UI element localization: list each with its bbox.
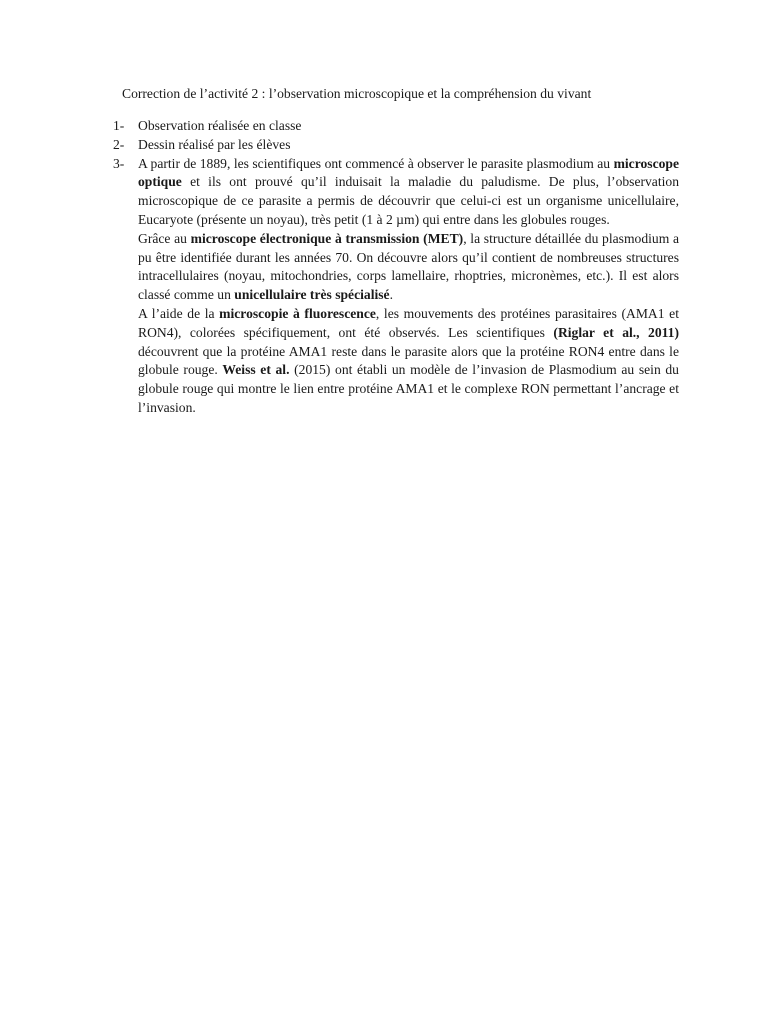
text-run: A l’aide de la <box>138 305 220 321</box>
item-number: 2- <box>113 136 125 152</box>
item-number: 1- <box>113 118 125 133</box>
text-run: , les mouvements des protéines parasitaires (AMA1 et RON4), colorées spécifiquement, ont été observés. Les scientifiques <box>138 305 679 340</box>
bold-term: microscope optique <box>138 155 679 190</box>
text-run: A partir de 1889, les scientifiques ont commencé à observer le parasite plasmodium au <box>138 155 614 171</box>
text-run: (2015) ont établi un modèle de l’invasion de Plasmodium au sein du globule rouge qui montre le lien entre protéine AMA1 et le complexe RON permettant l’ancrage et l’invasion. <box>138 362 679 415</box>
paragraph-optical-microscope <box>138 155 679 230</box>
text-run: , la structure détaillée du plasmodium a pu être identifiée durant les années 70. On découvre alors qu’il contient de nombreuses structures intracellulaires (noyau, mitochondries, corps lamellaire, rhoptries, micronèmes, etc.). Il est alors classé comme un <box>138 230 679 303</box>
text-run: et ils ont prouvé qu’il induisait la maladie du paludisme. De plus, l’observation microscopique de ce parasite a permis de découvrir que celui-ci est un organisme unicellulaire, Eucaryote (présente un noyau), très petit (1 à 2 µm) qui entre dans les globules rouges. <box>138 174 679 227</box>
text-run: découvrent que la protéine AMA1 reste dans le parasite alors que la protéine RON4 entre dans le globule rouge. <box>138 343 679 378</box>
list-item <box>113 155 679 418</box>
item-text: Observation réalisée en classe <box>138 118 302 133</box>
document-title: Correction de l’activité 2 : l’observation microscopique et la compréhension du vivant <box>122 86 592 101</box>
bold-term: microscopie à fluorescence <box>219 305 376 321</box>
list-item <box>113 136 679 155</box>
answer-list <box>113 117 679 418</box>
bold-citation: (Riglar et al., 2011) <box>553 324 679 340</box>
paragraph-fluorescence-microscopy <box>138 305 679 418</box>
item-text: Dessin réalisé par les élèves <box>138 136 291 152</box>
text-run: Grâce au <box>138 230 191 246</box>
bold-term: unicellulaire très spécialisé <box>234 287 390 303</box>
bold-citation: Weiss et al. <box>222 362 290 378</box>
item-number: 3- <box>113 155 125 171</box>
list-item <box>113 117 679 136</box>
bold-term: microscope électronique à transmission (MET) <box>190 230 464 246</box>
paragraph-electron-microscope <box>138 230 679 305</box>
text-run: . <box>389 287 393 303</box>
